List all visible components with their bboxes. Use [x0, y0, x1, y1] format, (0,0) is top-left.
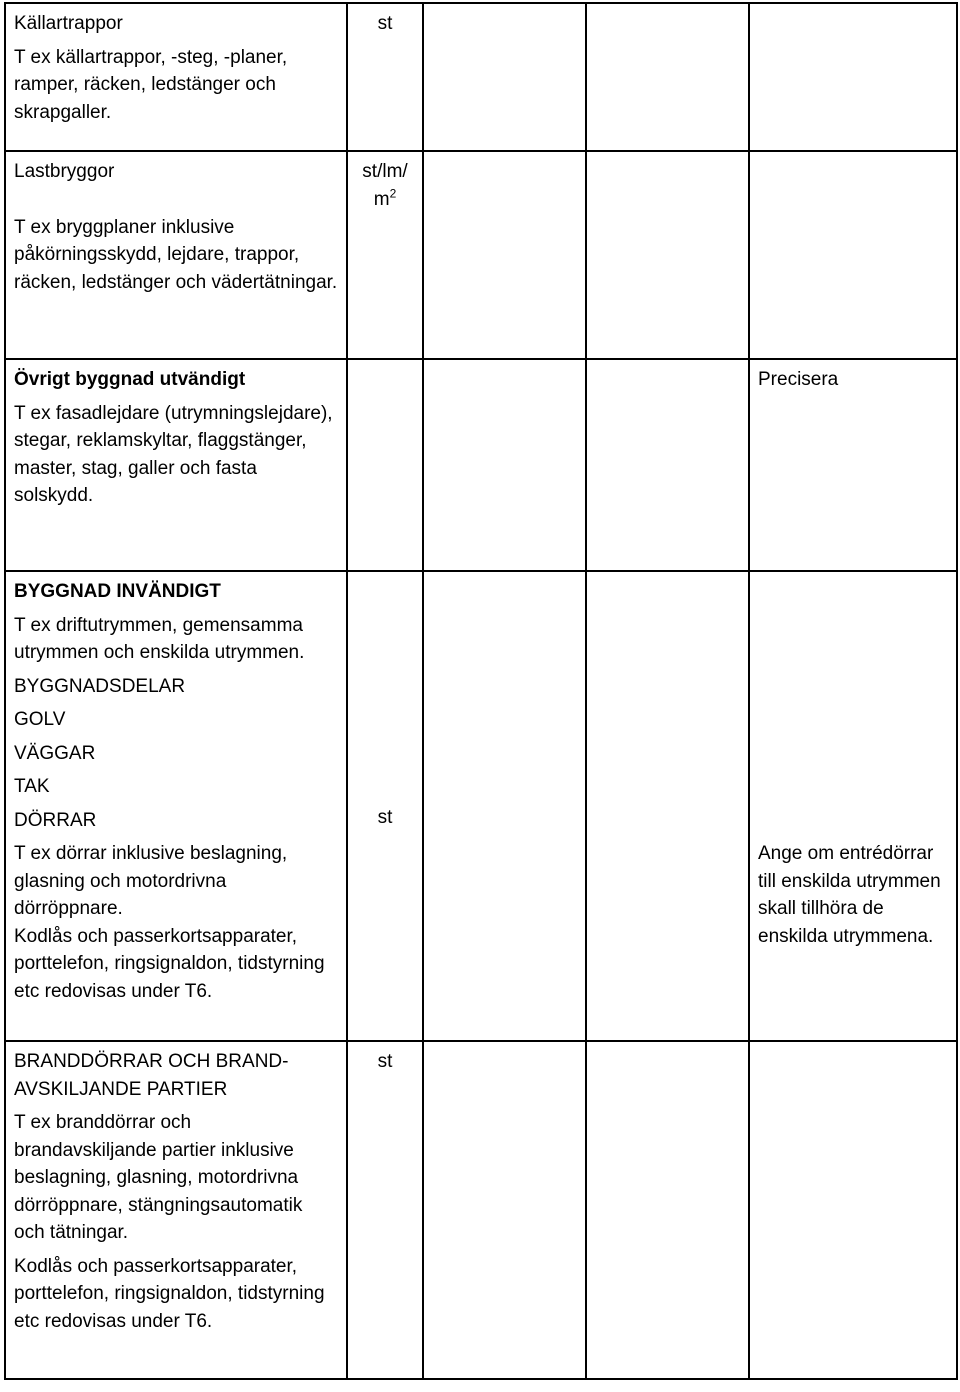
- row-heading: BYGGNAD INVÄNDIGT: [14, 581, 221, 602]
- unit-value: m: [373, 188, 390, 210]
- unit-cell: [347, 571, 423, 1041]
- note-cell: [749, 1041, 957, 1379]
- table-row: [5, 359, 957, 571]
- unit-value: st: [377, 13, 393, 34]
- door-description: T ex dörrar inklusive beslagning, glasning och motordrivna dörröppnare.: [14, 843, 288, 919]
- note-value: [758, 1048, 948, 1049]
- quantity-cell[interactable]: [586, 151, 749, 359]
- quantity-cell[interactable]: [423, 571, 586, 1041]
- row-heading: Källartrappor: [14, 13, 123, 34]
- row-heading: BRANDDÖRRAR OCH BRAND-AVSKILJANDE PARTIER: [14, 1051, 289, 1100]
- row-description: T ex bryggplaner inklusive påkörningsskydd, lejdare, trappor, räcken, ledstänger och vädertätningar.: [14, 216, 338, 293]
- description-cell: [5, 151, 347, 359]
- quantity-cell[interactable]: [423, 151, 586, 359]
- unit-value: st: [377, 1051, 393, 1072]
- unit-cell: [347, 3, 423, 151]
- description-cell: [5, 3, 347, 151]
- quantity-cell[interactable]: [423, 359, 586, 571]
- table-row: [5, 3, 957, 151]
- unit-value: st/lm/: [362, 161, 408, 182]
- unit-cell: [347, 151, 423, 359]
- row-description: T ex fasadlejdare (utrymningslejdare), stegar, reklamskyltar, flaggstänger, master, stag, galler och fasta solskydd.: [14, 402, 333, 506]
- description-cell: [5, 359, 347, 571]
- table-row: [5, 151, 957, 359]
- list-item: BYGGNADSDELAR: [14, 675, 186, 697]
- note-cell: [749, 151, 957, 359]
- note-cell: [749, 359, 957, 571]
- unit-superscript: 2: [389, 186, 397, 201]
- specification-table: [4, 2, 958, 1380]
- unit-value: st: [377, 807, 393, 828]
- quantity-cell[interactable]: [586, 571, 749, 1041]
- row-description: T ex driftutrymmen, gemensamma utrymmen och enskilda utrymmen.: [14, 614, 305, 663]
- note-value: Ange om entrédörrar till enskilda utrymmen skall tillhöra de enskilda utrymmena.: [758, 843, 941, 947]
- unit-value: [356, 366, 414, 367]
- quantity-cell[interactable]: [423, 1041, 586, 1379]
- note-value: [758, 158, 948, 159]
- note-cell: [749, 571, 957, 1041]
- quantity-cell[interactable]: [586, 1041, 749, 1379]
- table-row: [5, 1041, 957, 1379]
- specification-sheet: [4, 2, 956, 1392]
- quantity-cell[interactable]: [586, 3, 749, 151]
- description-cell: [5, 571, 347, 1041]
- quantity-cell[interactable]: [423, 3, 586, 151]
- note-value: Precisera: [758, 369, 839, 390]
- description-cell: [5, 1041, 347, 1379]
- note-cell: [749, 3, 957, 151]
- row-description: T ex branddörrar och brandavskiljande partier inklusive beslagning, glasning, motordrivna dörröppnare, stängningsautomatik och tätningar.: [14, 1112, 303, 1243]
- list-item: TAK: [14, 776, 50, 797]
- row-extra: Kodlås och passerkortsapparater, porttelefon, ringsignaldon, tidstyrning etc redovisas under T6.: [14, 925, 325, 1002]
- table-row: [5, 571, 957, 1041]
- note-value: [758, 10, 948, 11]
- row-extra: Kodlås och passerkortsapparater, porttelefon, ringsignaldon, tidstyrning etc redovisas under T6.: [14, 1255, 325, 1332]
- list-item: GOLV: [14, 709, 66, 730]
- quantity-cell[interactable]: [586, 359, 749, 571]
- row-heading: Lastbryggor: [14, 161, 115, 182]
- row-heading: Övrigt byggnad utvändigt: [14, 369, 246, 390]
- row-description: T ex källartrappor, -steg, -planer, ramper, räcken, ledstänger och skrapgaller.: [14, 46, 288, 123]
- list-item: VÄGGAR: [14, 742, 96, 764]
- unit-cell: [347, 1041, 423, 1379]
- list-item: DÖRRAR: [14, 809, 97, 831]
- unit-cell: [347, 359, 423, 571]
